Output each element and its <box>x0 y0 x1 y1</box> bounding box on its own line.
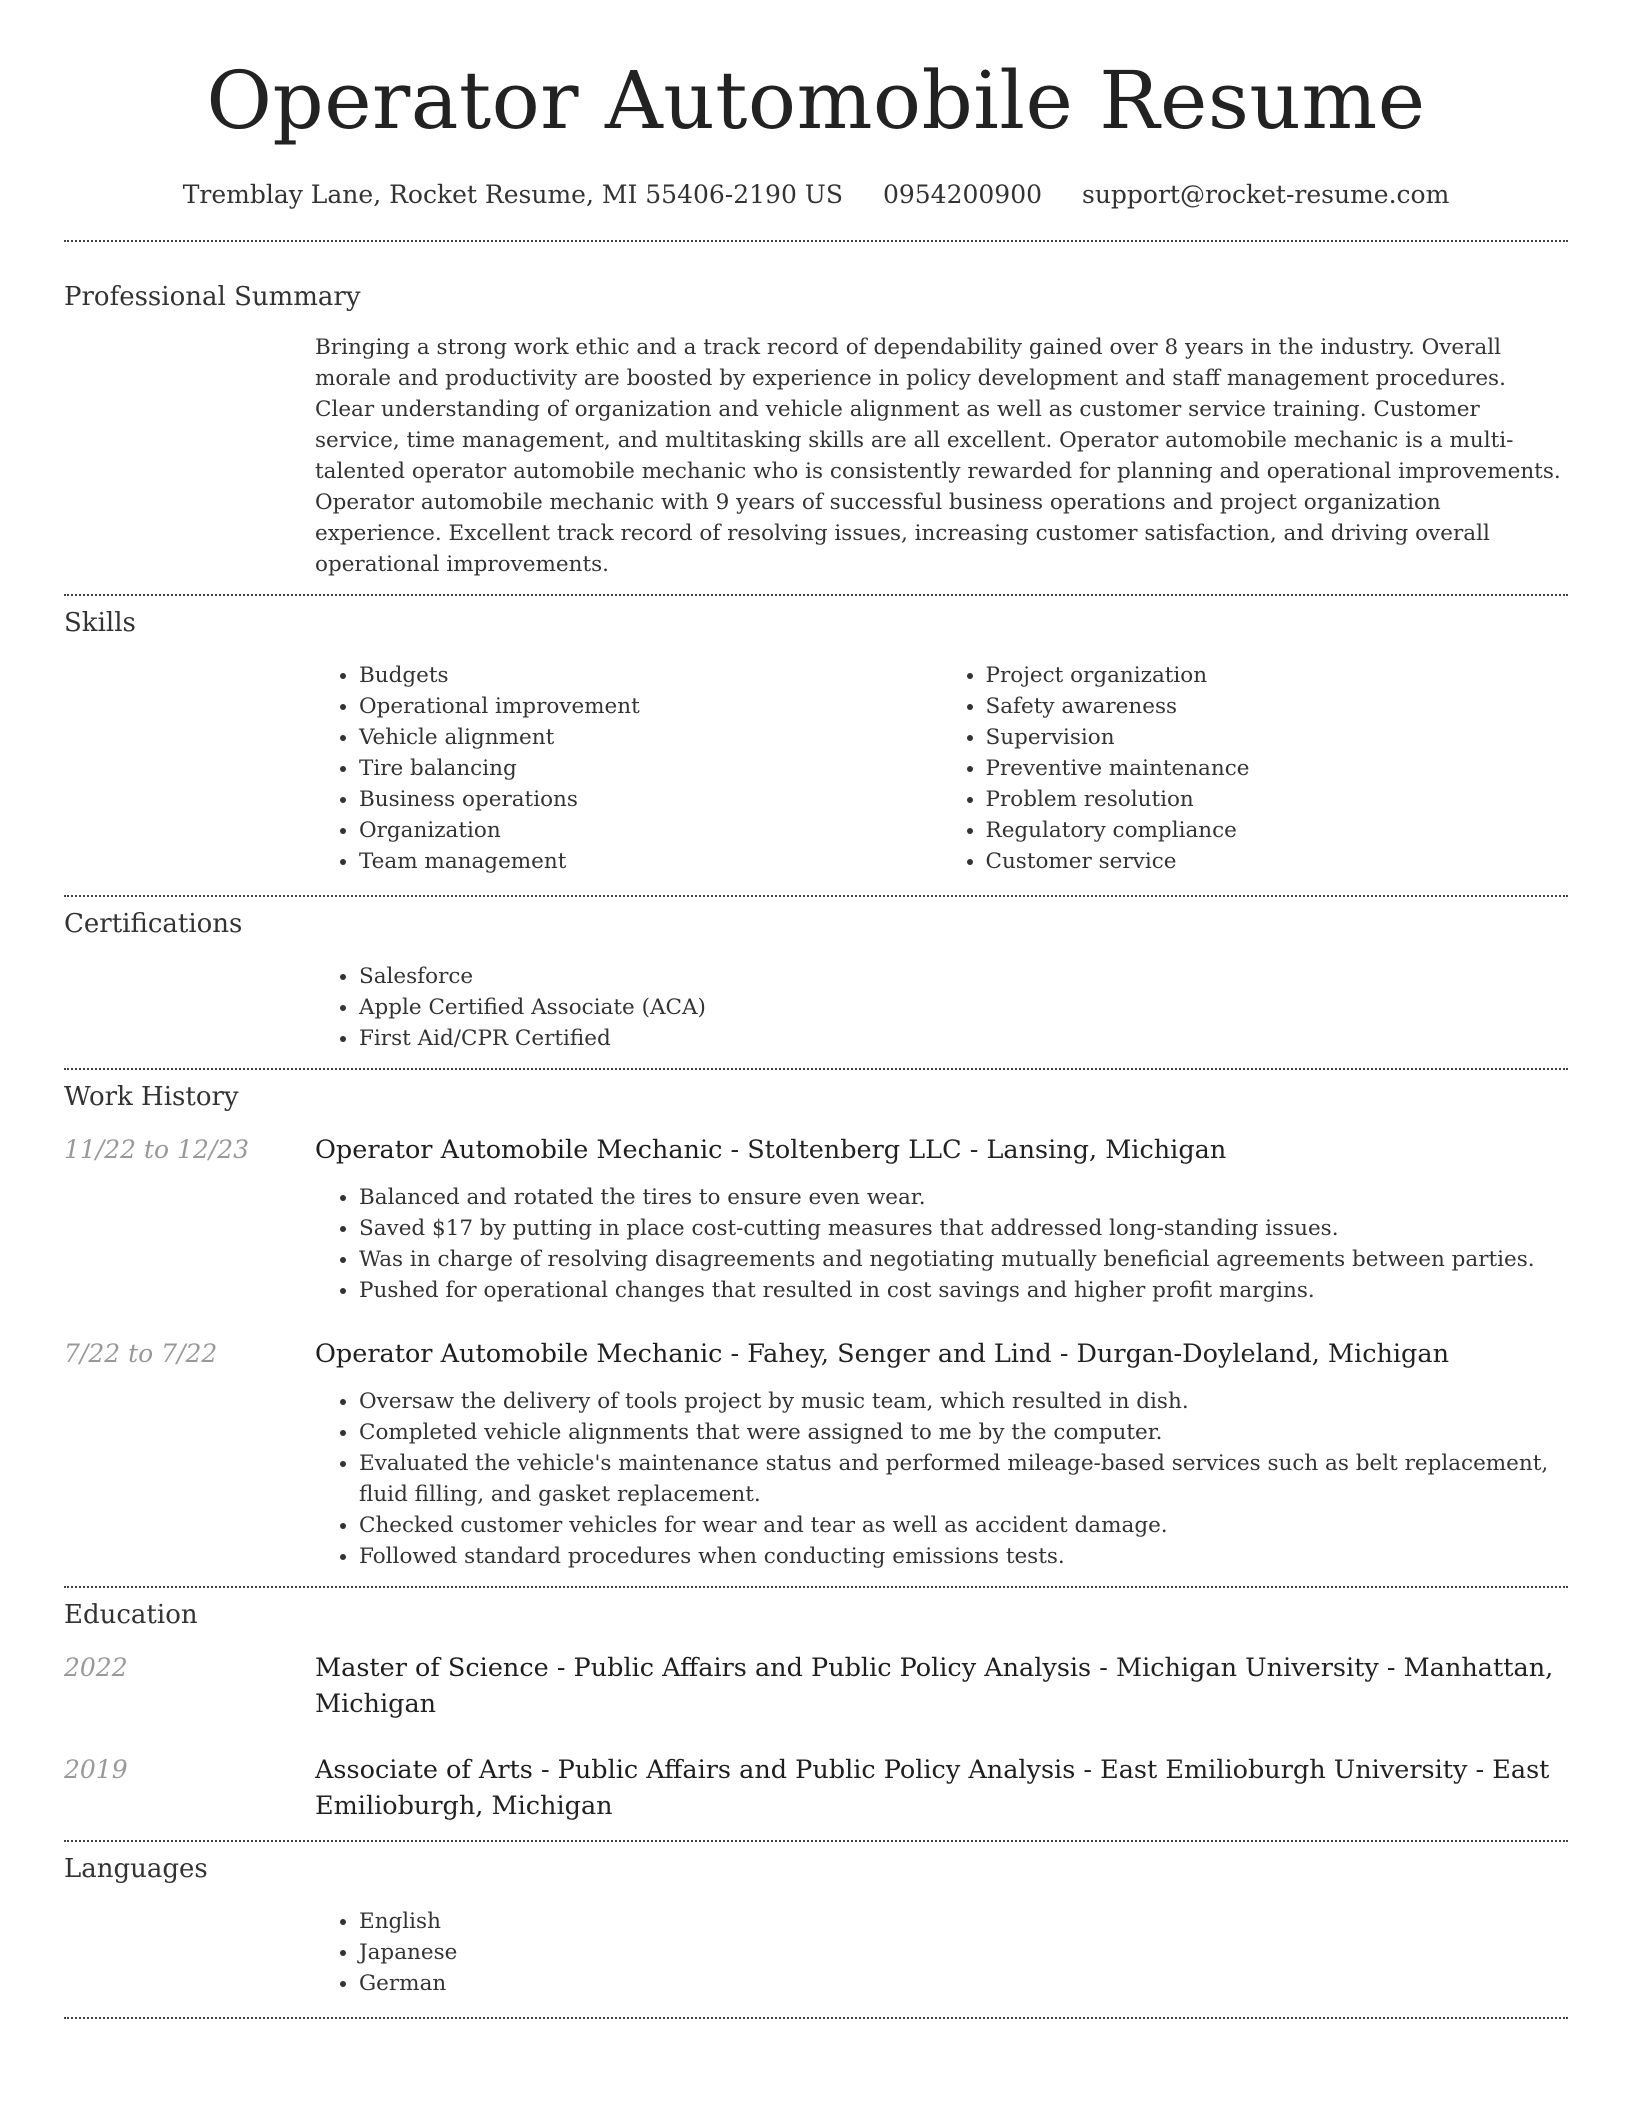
education-title <box>315 1650 1568 1722</box>
section-heading-work: Work History <box>64 1082 239 1112</box>
skill-item: • Organization <box>359 815 942 846</box>
contact-line <box>64 180 1568 216</box>
contact-phone: 0954200900 <box>882 180 1043 209</box>
skills-columns <box>315 660 1568 877</box>
job-employer: - Fahey, Senger and Lind - Durgan-Doyleland, Michigan <box>722 1339 1450 1369</box>
education-date: 2019 <box>64 1755 128 1784</box>
certifications-list <box>315 961 1568 1054</box>
summary-text: Bringing a strong work ethic and a track record of dependability gained over 8 years in the industry. Overall morale and productivity are boosted by experience in policy development and staff management procedures. Clear understanding of organization and vehicle alignment as well as customer service training. Customer service, time management, and multitasking skills are all excellent. Operator automobile mechanic is a multi-talented operator automobile mechanic who is consistently rewarded for planning and operational improvements. Operator automobile mechanic with 9 years of successful business operations and project organization experience. Excellent track record of resolving issues, increasing customer satisfaction, and driving overall operational improvements. <box>315 335 1561 577</box>
contact-email: support@rocket-resume.com <box>1081 180 1450 209</box>
job-bullet: • Pushed for operational changes that resulted in cost savings and higher profit margins. <box>359 1275 1568 1306</box>
job-date: 7/22 to 7/22 <box>64 1339 218 1368</box>
education-school: - East Emilioburgh University - East Emilioburgh, Michigan <box>315 1755 1550 1821</box>
job-details <box>315 1336 1568 1572</box>
job-bullet-list <box>315 1386 1568 1572</box>
job-bullet: • Was in charge of resolving disagreements and negotiating mutually beneficial agreements between parties. <box>359 1244 1568 1275</box>
job-details <box>315 1132 1568 1306</box>
skill-item: • Team management <box>359 846 942 877</box>
resume-title: Operator Automobile Resume <box>206 54 1426 147</box>
section-heading-education: Education <box>64 1600 198 1630</box>
certification-item: • First Aid/CPR Certified <box>359 1023 1568 1054</box>
job-title <box>315 1336 1568 1372</box>
education-title <box>315 1752 1568 1824</box>
skill-item: • Tire balancing <box>359 753 942 784</box>
skill-item: • Regulatory compliance <box>986 815 1569 846</box>
job-employer: - Stoltenberg LLC - Lansing, Michigan <box>722 1135 1227 1165</box>
skill-item: • Business operations <box>359 784 942 815</box>
job-date: 11/22 to 12/23 <box>64 1135 250 1164</box>
section-heading-certifications: Certifications <box>64 909 243 939</box>
contact-address: Tremblay Lane, Rocket Resume, MI 55406-2190 US <box>182 180 844 209</box>
skill-item: • Supervision <box>986 722 1569 753</box>
skill-item: • Safety awareness <box>986 691 1569 722</box>
education-school: - Michigan University - Manhattan, Michigan <box>315 1653 1554 1719</box>
skill-item: • Budgets <box>359 660 942 691</box>
job-bullet: • Checked customer vehicles for wear and tear as well as accident damage. <box>359 1510 1568 1541</box>
divider <box>64 2017 1568 2019</box>
education-degree: Master of Science - Public Affairs and Public Policy Analysis <box>315 1653 1092 1683</box>
education-entry <box>64 1752 1568 1824</box>
section-heading-languages: Languages <box>64 1854 208 1884</box>
job-entry <box>64 1336 1568 1572</box>
section-languages <box>64 1842 1568 1999</box>
job-role: Operator Automobile Mechanic <box>315 1339 723 1369</box>
language-item: • German <box>359 1968 1568 1999</box>
skill-item: • Customer service <box>986 846 1569 877</box>
skill-item: • Vehicle alignment <box>359 722 942 753</box>
skills-list-left <box>315 660 942 877</box>
job-entry <box>64 1132 1568 1306</box>
job-bullet: • Followed standard procedures when conducting emissions tests. <box>359 1541 1568 1572</box>
section-heading-summary: Professional Summary <box>64 282 361 312</box>
section-heading-skills: Skills <box>64 608 136 638</box>
languages-list <box>315 1906 1568 1999</box>
education-degree: Associate of Arts - Public Affairs and Public Policy Analysis <box>315 1755 1076 1785</box>
job-bullet: • Balanced and rotated the tires to ensure even wear. <box>359 1182 1568 1213</box>
job-bullet-list <box>315 1182 1568 1306</box>
job-bullet: • Saved $17 by putting in place cost-cutting measures that addressed long-standing issues. <box>359 1213 1568 1244</box>
language-item: • English <box>359 1906 1568 1937</box>
certification-item: • Apple Certified Associate (ACA) <box>359 992 1568 1023</box>
section-certifications <box>64 897 1568 1054</box>
skill-item: • Problem resolution <box>986 784 1569 815</box>
job-bullet: • Evaluated the vehicle's maintenance status and performed mileage-based services such as belt replacement, fluid filling, and gasket replacement. <box>359 1448 1568 1510</box>
job-bullet: • Completed vehicle alignments that were assigned to me by the computer. <box>359 1417 1568 1448</box>
job-bullets <box>315 1182 1568 1306</box>
language-item: • Japanese <box>359 1937 1568 1968</box>
job-bullets <box>315 1386 1568 1572</box>
certification-item: • Salesforce <box>359 961 1568 992</box>
skills-list-right <box>942 660 1569 877</box>
certifications-body <box>315 961 1568 1054</box>
languages-body <box>315 1906 1568 1999</box>
job-role: Operator Automobile Mechanic <box>315 1135 723 1165</box>
section-work-history <box>64 1070 1568 1572</box>
section-education <box>64 1588 1568 1824</box>
section-summary <box>64 242 1568 580</box>
skill-item: • Preventive maintenance <box>986 753 1569 784</box>
skill-item: • Project organization <box>986 660 1569 691</box>
skill-item: • Operational improvement <box>359 691 942 722</box>
job-title <box>315 1132 1568 1168</box>
section-skills <box>64 596 1568 877</box>
education-entry <box>64 1650 1568 1722</box>
education-date: 2022 <box>64 1653 128 1682</box>
job-bullet: • Oversaw the delivery of tools project by music team, which resulted in dish. <box>359 1386 1568 1417</box>
